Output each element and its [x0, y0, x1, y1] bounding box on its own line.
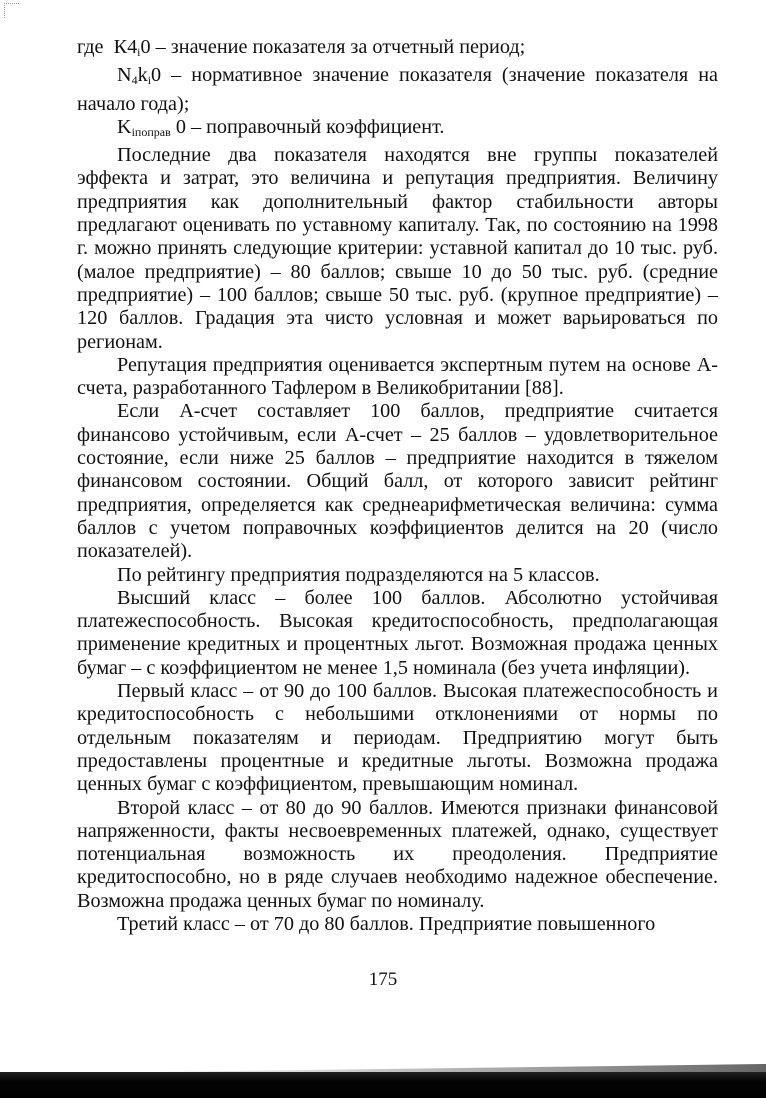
definition-symbol: К4: [113, 36, 138, 58]
definition-symbol: K: [117, 115, 132, 138]
definition-subscript: iпоправ: [131, 124, 171, 139]
paragraph-a-score-thresholds: Если А-счет составляет 100 баллов, предприятие считается финансово устойчивым, если А-счет – 25 баллов – удовлетворительное состояние, если ниже 25 баллов – предприятие находится в тяжелом финансовом состоянии. Общий балл, от которого зависит рейтинг предприятия, определяется как среднеарифметическая величина: сумма баллов с учетом поправочных коэффициентов делится на 20 (число показателей).: [77, 400, 718, 563]
paragraph-first-class: Первый класс – от 90 до 100 баллов. Высокая платежеспособность и кредитоспособность с небольшими отклонениями от нормы по отдельным показателям и периодам. Предприятию могут быть предоставлены процентные и кредитные льготы. Возможна продажа ценных бумаг с коэффициентом, превышающим номинал.: [77, 680, 718, 796]
definition-text: – значение показателя за отчетный период;: [150, 36, 526, 58]
paragraph-highest-class: Высший класс – более 100 баллов. Абсолютно устойчивая платежеспособность. Высокая кредитоспособность, предполагающая применение кредитных и процентных льгот. Возможная продажа ценных бумаг – с коэффициентом не менее 1,5 номинала (без учета инфляции).: [77, 586, 718, 679]
definition-symbol-tail-2: 0: [151, 64, 162, 87]
scan-bottom-bar: [0, 1072, 766, 1098]
definition-text: – поправочный коэффициент.: [185, 115, 445, 138]
definition-symbol: N: [117, 64, 132, 87]
definition-subscript: i: [137, 45, 141, 59]
page-number: 175: [368, 969, 398, 990]
definition-subscript: 4: [131, 73, 138, 88]
body-text: [77, 36, 718, 936]
definition-symbol-tail: k: [137, 64, 148, 87]
definition-text: – нормативное значение показателя (значение показателя на начало года);: [77, 64, 718, 115]
definition-k4: [77, 36, 718, 64]
paragraph-five-classes: По рейтингу предприятия подразделяются на 5 классов.: [117, 563, 600, 586]
paragraph-third-class: Третий класс – от 70 до 80 баллов. Предприятие повышенного: [117, 912, 656, 935]
definition-kipoprav: [77, 116, 718, 144]
definition-symbol-tail: 0: [140, 36, 151, 58]
scan-corner-mark: [4, 3, 19, 18]
definition-n4: [77, 64, 718, 116]
definition-symbol-tail: 0: [170, 115, 186, 138]
paragraph-second-class: Второй класс – от 80 до 90 баллов. Имеются признаки финансовой напряженности, факты несвоевременных платежей, однако, существует потенциальная возможность их преодоления. Предприятие кредитоспособно, но в ряде случаев необходимо надежное обеспечение. Возможна продажа ценных бумаг по номиналу.: [77, 796, 718, 912]
definition-subscript-2: i: [147, 73, 152, 88]
paragraph-size-reputation: Последние два показателя находятся вне группы показателей эффекта и затрат, это величина и репутация предприятия. Величину предприятия как дополнительный фактор стабильности авторы предлагают оценивать по уставному капиталу. Так, по состоянию на 1998 г. можно принять следующие критерии: уставной капитал до 10 тыс. руб. (малое предприятие) – 80 баллов; свыше 10 до 50 тыс. руб. (средние предприятие) – 100 баллов; свыше 50 тыс. руб. (крупное предприятие) – 120 баллов. Градация эта чисто условная и может варьироваться по регионам.: [77, 144, 718, 353]
definition-lead: где: [77, 36, 104, 58]
paragraph-reputation-a-score: Репутация предприятия оценивается экспертным путем на основе А-счета, разработанного Тафлером в Великобритании [88].: [77, 353, 718, 400]
